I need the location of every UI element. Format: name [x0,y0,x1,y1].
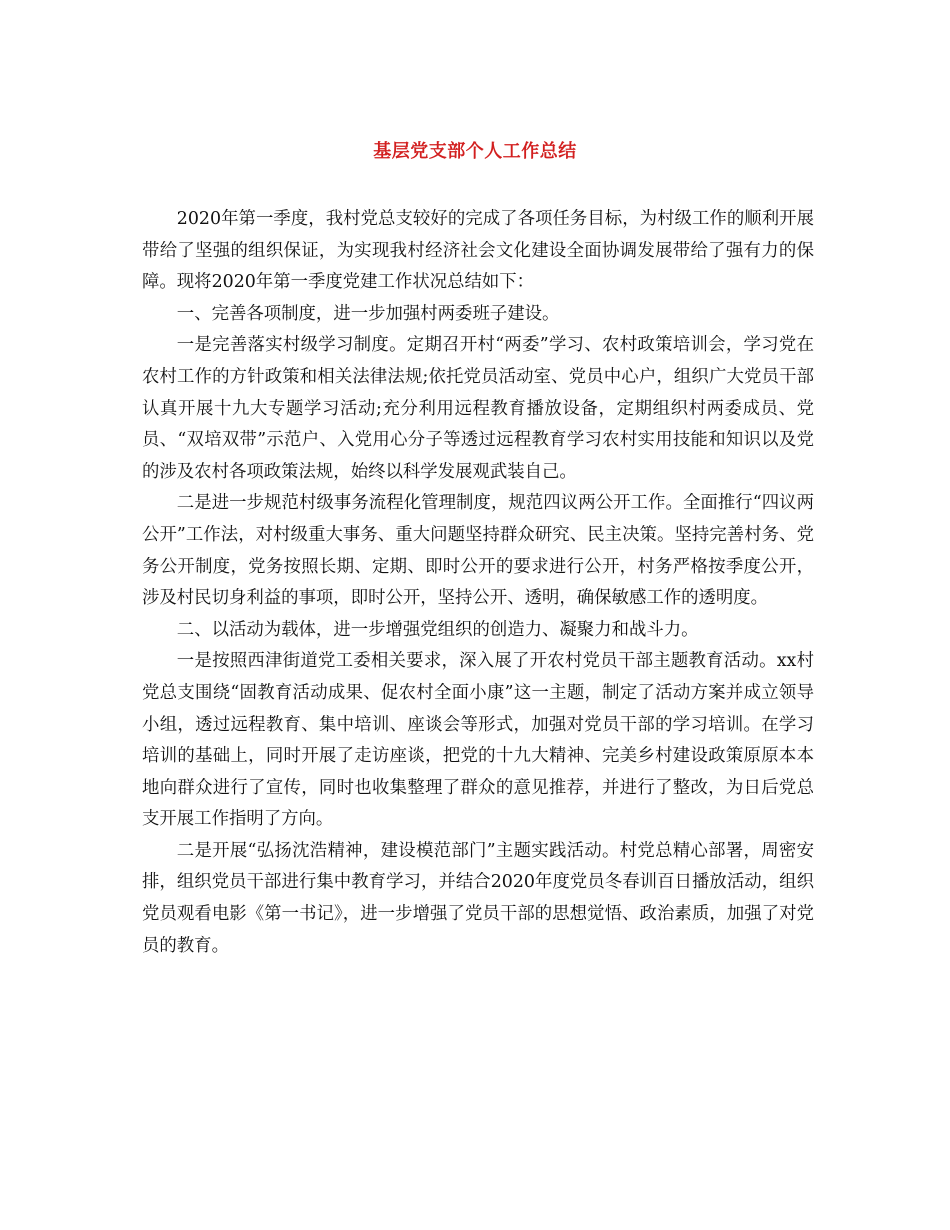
document-title: 基层党支部个人工作总结 [373,141,577,162]
section-heading-1: 一、完善各项制度，进一步加强村两委班子建设。 [176,303,560,324]
paragraph-practice-activity: 二是开展“弘扬沈浩精神，建设模范部门”主题实践活动。村党总精心部署，周密安排，组织党员干部进行集中教育学习，并结合2020年度党员冬春训百日播放活动，组织党员观看电影《第一书记》，进一步增强了党员干部的思想觉悟、政治素质，加强了对党员的教育。 [142,840,814,956]
paragraph-affairs-system: 二是进一步规范村级事务流程化管理制度，规范四议两公开工作。全面推行“四议两公开”工作法，对村级重大事务、重大问题坚持群众研究、民主决策。坚持完善村务、党务公开制度，党务按照长期、定期、即时公开的要求进行公开，村务严格按季度公开，涉及村民切身利益的事项，即时公开，坚持公开、透明，确保敏感工作的透明度。 [142,493,814,609]
paragraph-intro: 2020年第一季度，我村党总支较好的完成了各项任务目标，为村级工作的顺利开展带给了坚强的组织保证，为实现我村经济社会文化建设全面协调发展带给了强有力的保障。现将2020年第一季度党建工作状况总结如下： [142,209,814,293]
section-heading-2: 二、以活动为载体，进一步增强党组织的创造力、凝聚力和战斗力。 [176,619,699,640]
document-body [142,204,814,962]
paragraph-study-system: 一是完善落实村级学习制度。定期召开村“两委”学习、农村政策培训会，学习党在农村工作的方针政策和相关法律法规;依托党员活动室、党员中心户，组织广大党员干部认真开展十九大专题学习活动;充分利用远程教育播放设备，定期组织村两委成员、党员、“双培双带”示范户、入党用心分子等透过远程教育学习农村实用技能和知识以及党的涉及农村各项政策法规，始终以科学发展观武装自己。 [142,335,814,482]
paragraph-education-activity: 一是按照西津街道党工委相关要求，深入展了开农村党员干部主题教育活动。xx村党总支围绕“固教育活动成果、促农村全面小康”这一主题，制定了活动方案并成立领导小组，透过远程教育、集中培训、座谈会等形式，加强对党员干部的学习培训。在学习培训的基础上，同时开展了走访座谈，把党的十九大精神、完美乡村建设政策原原本本地向群众进行了宣传，同时也收集整理了群众的意见推荐，并进行了整改，为日后党总支开展工作指明了方向。 [142,651,814,830]
